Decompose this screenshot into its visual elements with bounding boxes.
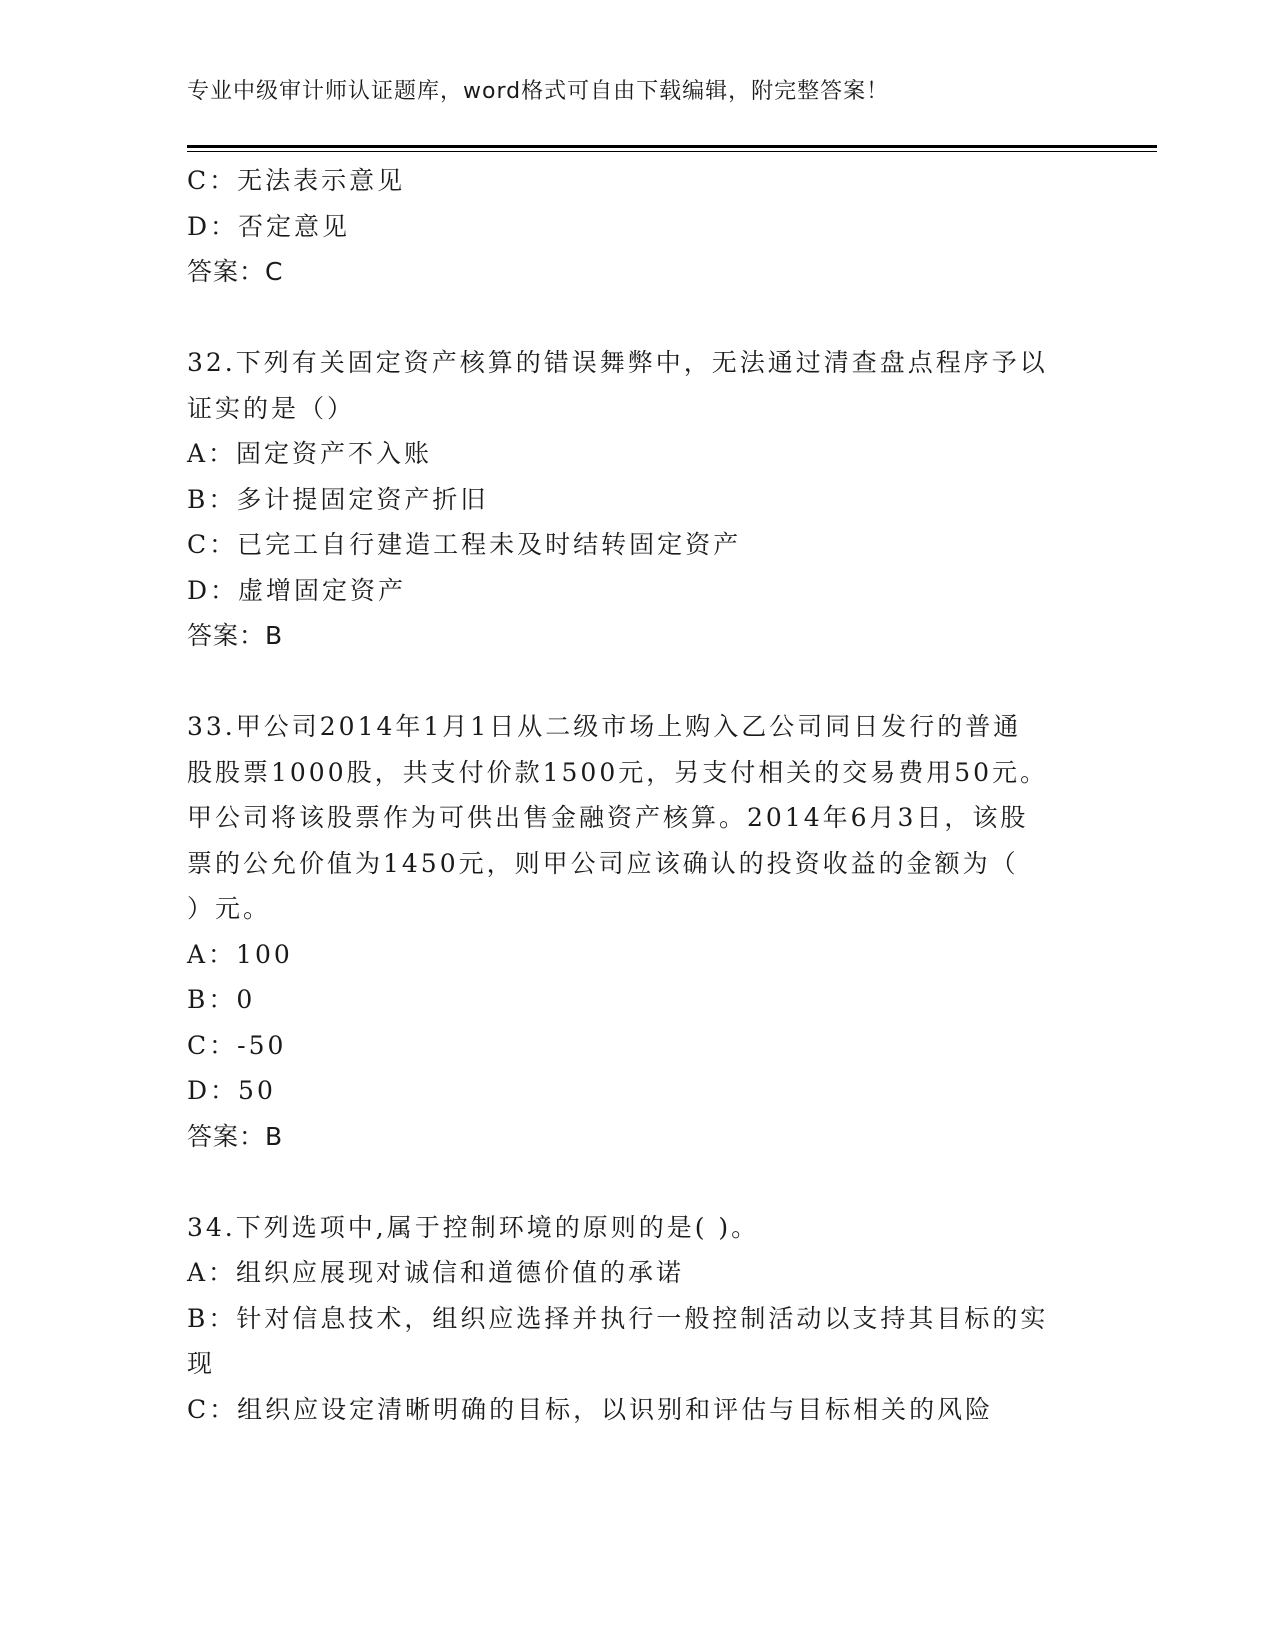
page-header: 专业中级审计师认证题库，word格式可自由下载编辑，附完整答案！ — [187, 79, 890, 104]
option-d: D：虚增固定资产 — [187, 575, 407, 605]
option-a: A：100 — [187, 939, 293, 969]
option-c: C：-50 — [187, 1030, 287, 1060]
document-body — [187, 158, 1087, 1432]
question-34 — [187, 1205, 1087, 1433]
option-c: C：已完工自行建造工程未及时结转固定资产 — [187, 530, 742, 559]
question-stem-line: 证实的是（） — [187, 393, 356, 423]
spacer — [187, 659, 1087, 705]
question-stem-line: 34.下列选项中,属于控制环境的原则的是( )。 — [187, 1212, 760, 1242]
question-stem-line: 甲公司将该股票作为可供出售金融资产核算。2014年6月3日，该股 — [187, 803, 1029, 832]
header-rule-thick — [187, 145, 1157, 148]
header-rule-thin — [187, 151, 1157, 152]
question-32 — [187, 340, 1087, 659]
option-a: A：固定资产不入账 — [187, 439, 433, 468]
question-stem-line: ）元。 — [187, 894, 272, 923]
spacer — [187, 295, 1087, 341]
answer: 答案：B — [187, 621, 284, 650]
option-b: B：多计提固定资产折旧 — [187, 484, 489, 514]
question-stem-line: 32.下列有关固定资产核算的错误舞弊中，无法通过清查盘点程序予以 — [187, 348, 1048, 377]
spacer — [187, 1159, 1087, 1205]
question-31-tail — [187, 158, 1087, 295]
answer: 答案：C — [187, 257, 284, 286]
answer: 答案：B — [187, 1121, 284, 1151]
option-d: D：否定意见 — [187, 211, 351, 241]
option-d: D：50 — [187, 1076, 276, 1105]
question-stem-line: 票的公允价值为1450元，则甲公司应该确认的投资收益的金额为（ — [187, 848, 1019, 878]
option-c: C：无法表示意见 — [187, 166, 406, 195]
question-stem-line: 33.甲公司2014年1月1日从二级市场上购入乙公司同日发行的普通 — [187, 712, 1022, 741]
option-c: C：组织应设定清晰明确的目标，以识别和评估与目标相关的风险 — [187, 1394, 994, 1424]
option-b: B：针对信息技术，组织应选择并执行一般控制活动以支持其目标的实 — [187, 1303, 1049, 1333]
option-a: A：组织应展现对诚信和道德价值的承诺 — [187, 1258, 685, 1287]
question-stem-line: 股股票1000股，共支付价款1500元，另支付相关的交易费用50元。 — [187, 757, 1049, 787]
option-b-continued: 现 — [187, 1349, 216, 1378]
question-33 — [187, 704, 1087, 1159]
option-b: B：0 — [187, 985, 256, 1014]
